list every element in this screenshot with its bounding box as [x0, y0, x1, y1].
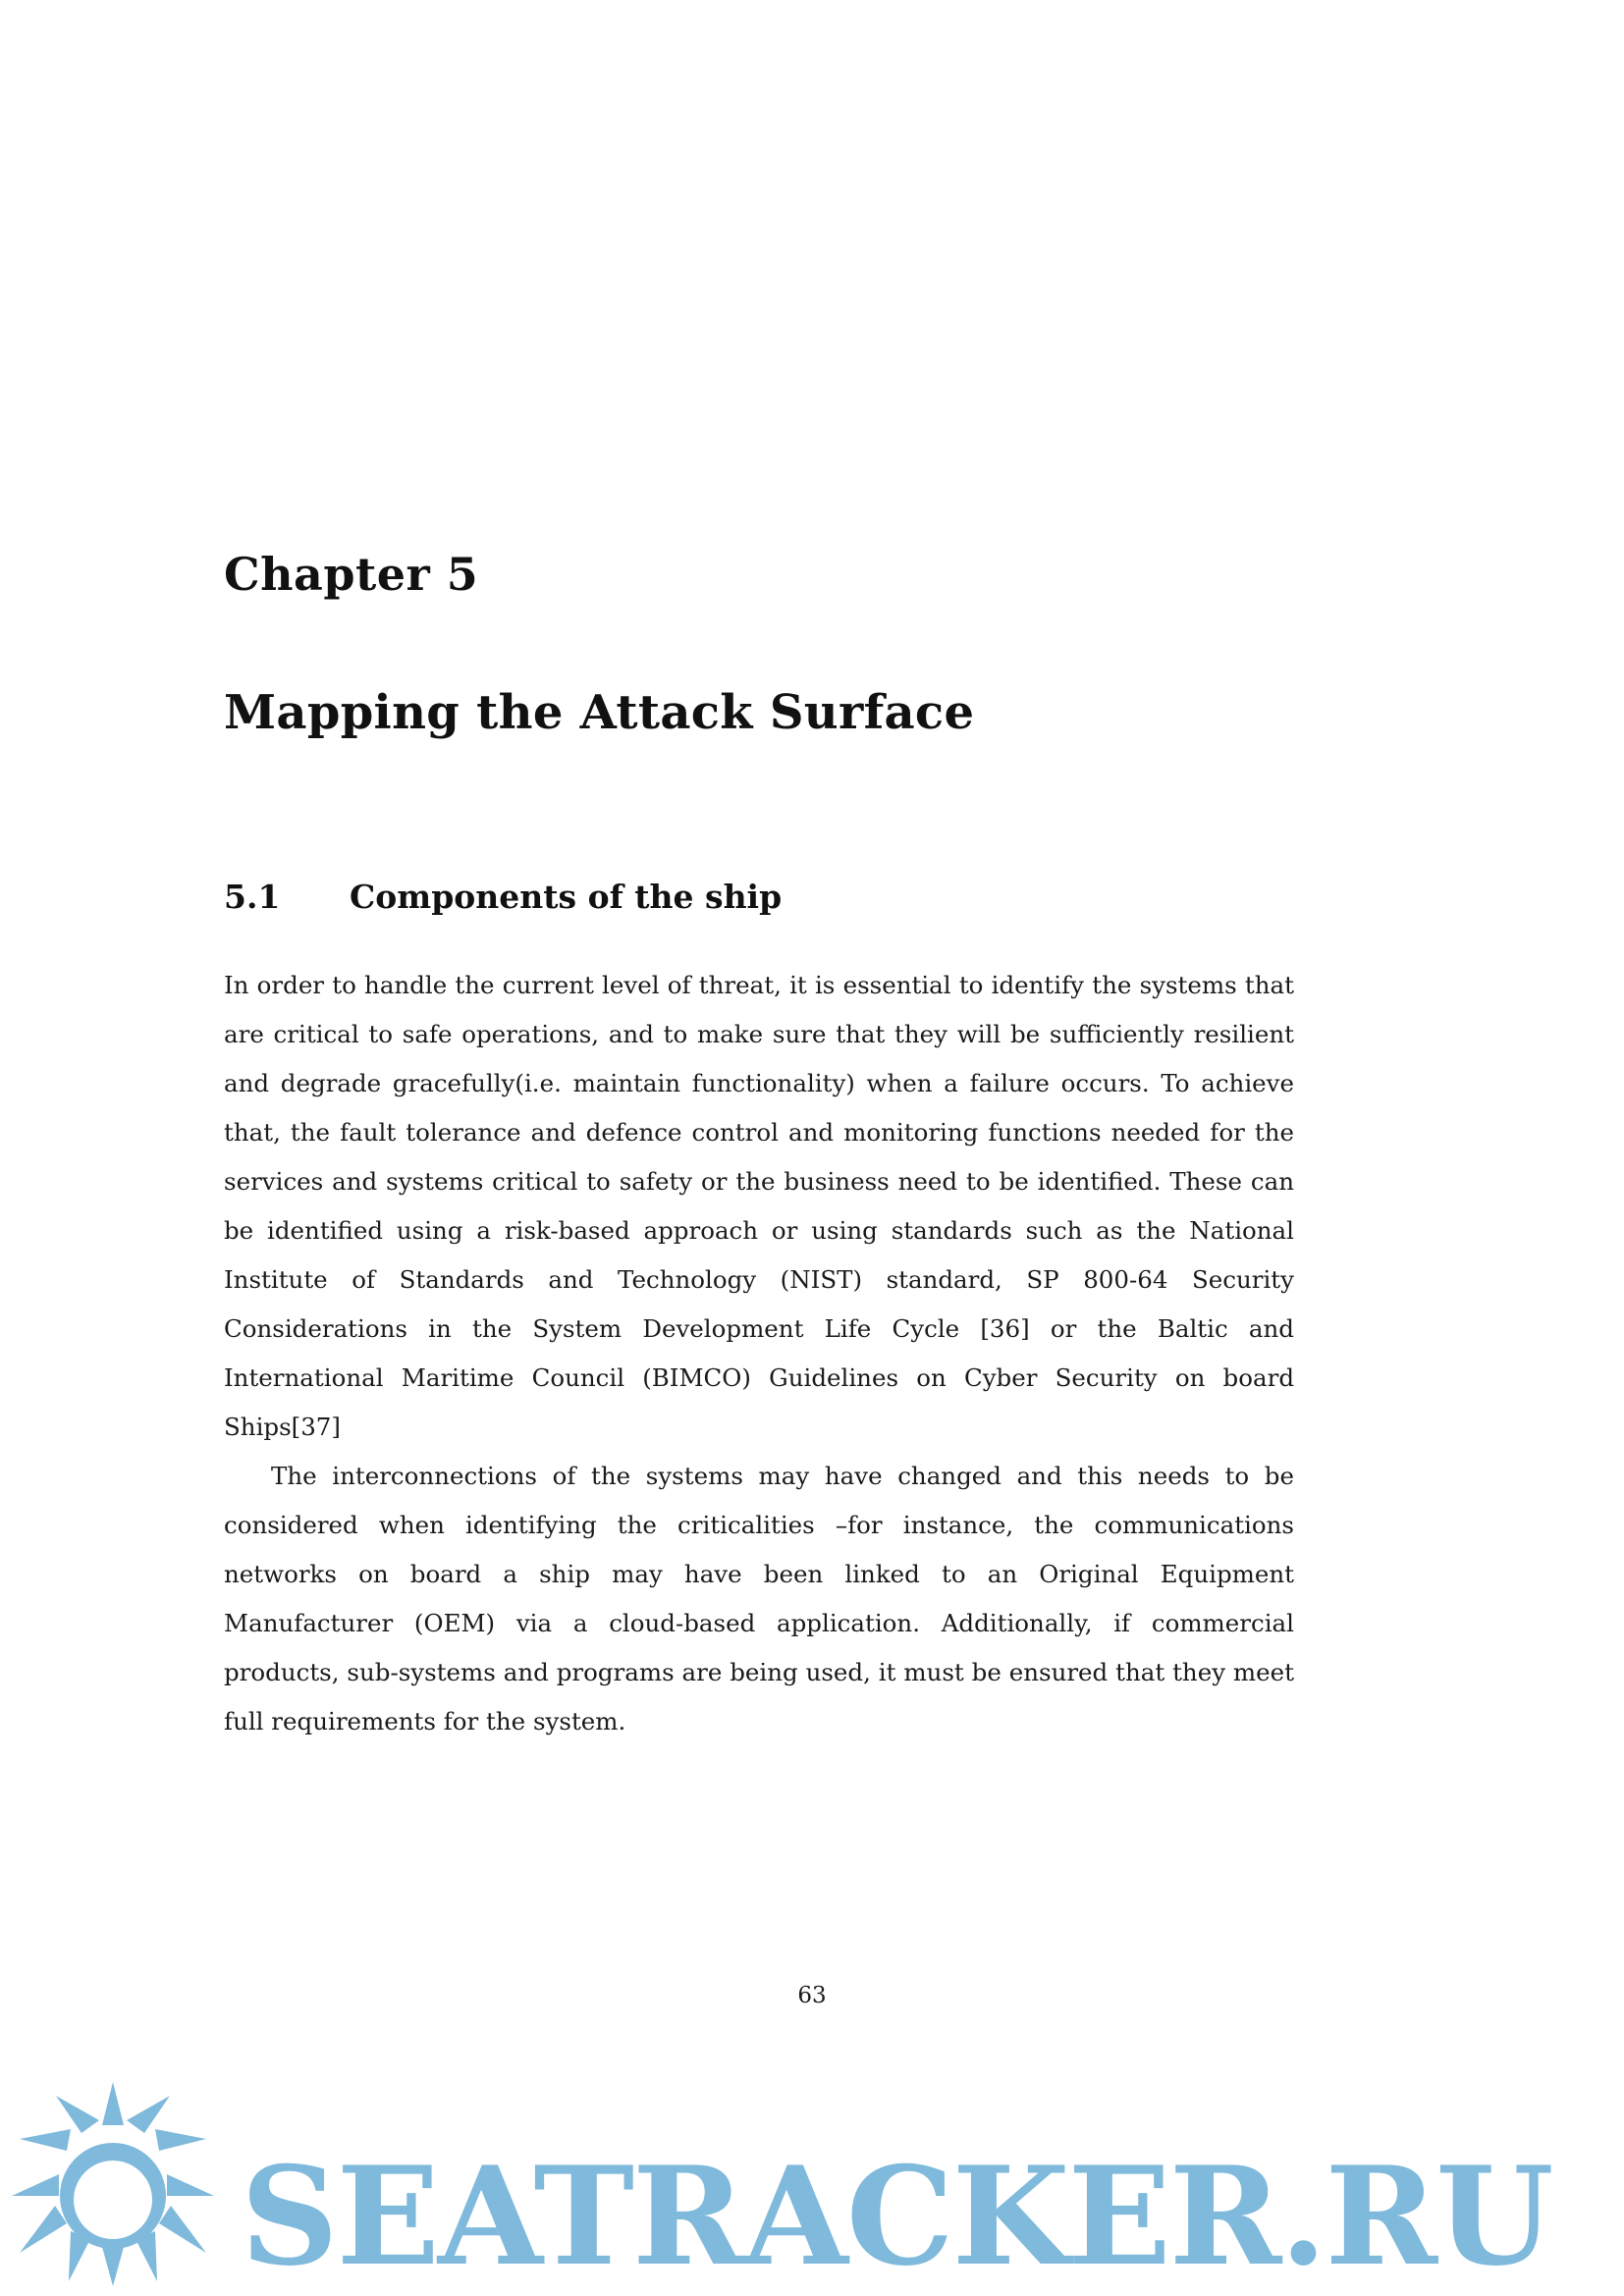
section-heading: [224, 878, 1294, 916]
chapter-title: Mapping the Attack Surface: [224, 684, 975, 740]
paragraph-1: In order to handle the current level of threat, it is essential to identify the systems that are critical to safe operations, and to make sure that they will be sufficiently resilient and degrade gracefully(i.e. maintain functionality) when a failure occurs. To achieve that, the fault tolerance and defence control and monitoring functions needed for the services and systems critical to safety or the business need to be identified. These can be identified using a risk-based approach or using standards such as the National Institute of Standards and Technology (NIST) standard, SP 800-64 Security Considerations in the System Development Life Cycle [36] or the Baltic and International Maritime Council (BIMCO) Guidelines on Cyber Security on board Ships[37]: [224, 970, 1294, 1441]
watermark-text: SEATRACKER.RU: [241, 2136, 1552, 2296]
chapter-label: Chapter 5: [224, 548, 479, 601]
page-number: 63: [797, 1983, 827, 2008]
section-title: Components of the ship: [350, 877, 783, 916]
sun-icon: [10, 2080, 216, 2286]
section-number: 5.1: [224, 877, 281, 916]
paragraph-2: The interconnections of the systems may have changed and this needs to be considered when identifying the criticalities –for instance, the communications networks on board a ship may have been linked to an Original Equipment Manufacturer (OEM) via a cloud-based application. Additionally, if commercial products, sub-systems and programs are being used, it must be ensured that they meet full requirements for the system.: [224, 1461, 1294, 1735]
watermark: [0, 2051, 1624, 2296]
page-content: [224, 550, 1294, 1746]
